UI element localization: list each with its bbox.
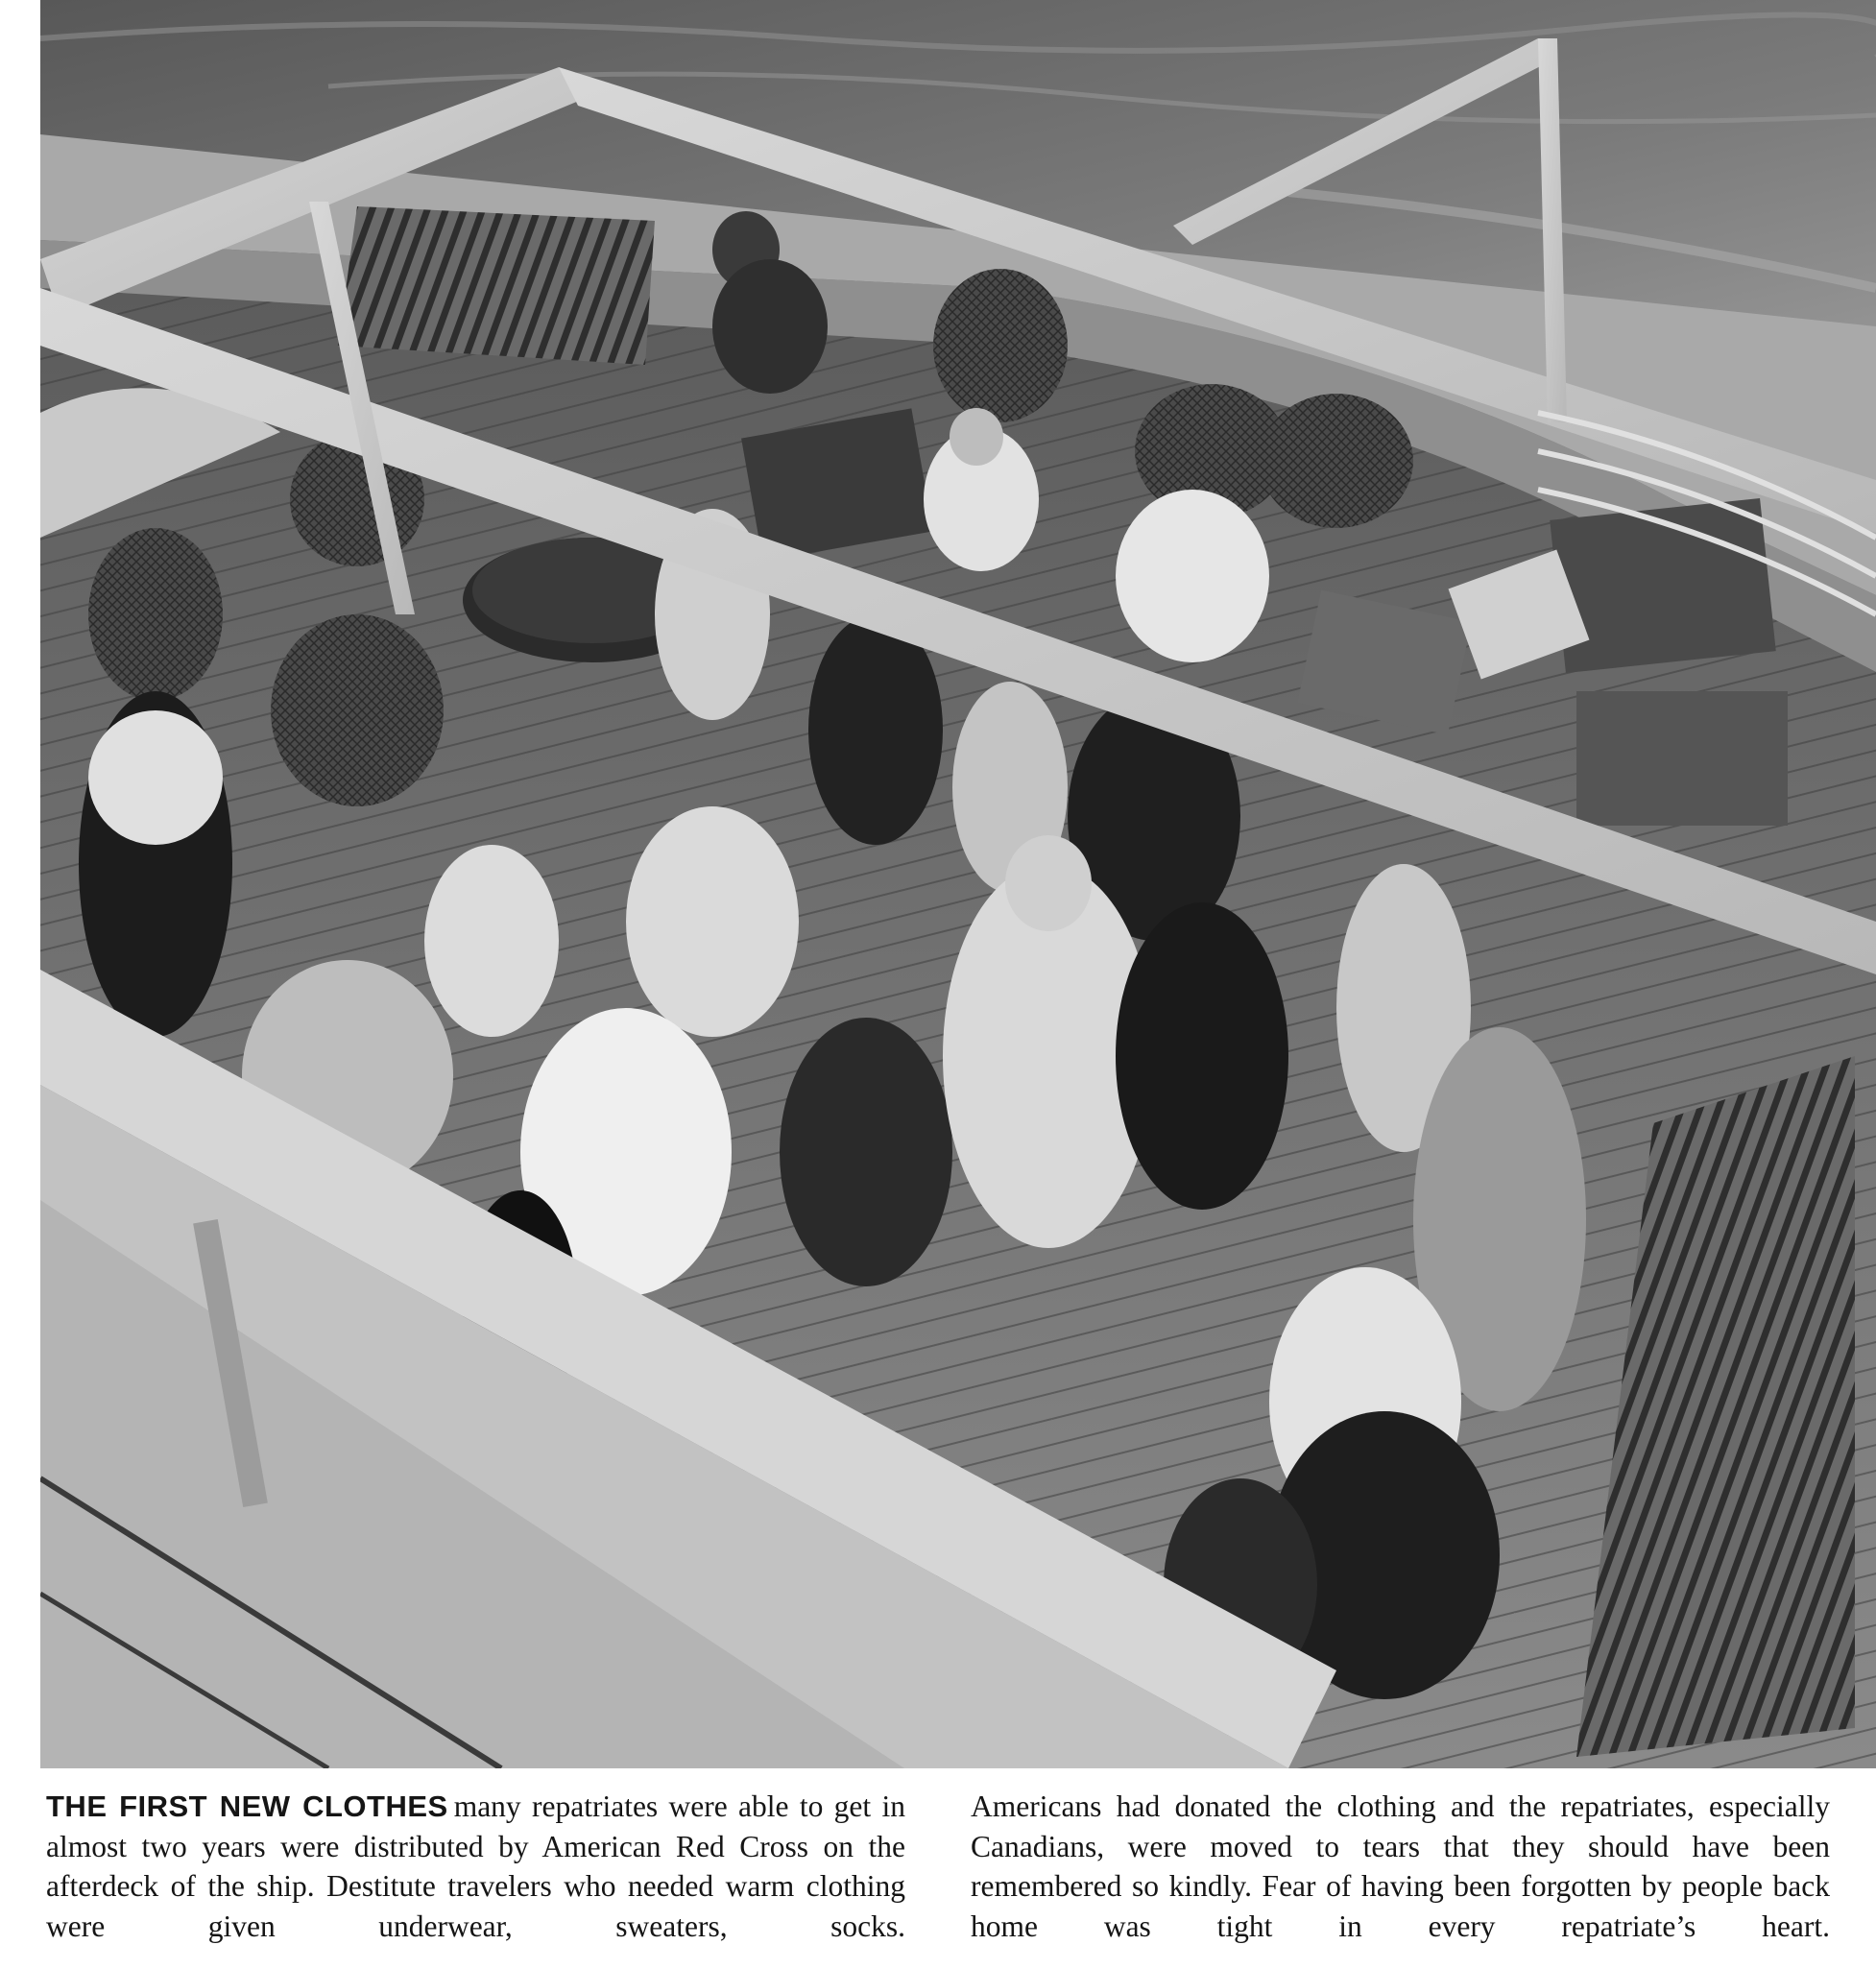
photo-caption [46, 1787, 1830, 1950]
caption-column-right [971, 1787, 1830, 1946]
ship-afterdeck-scene [40, 0, 1876, 1768]
caption-body-right: Americans had donated the clothing and the repatriates, especially Canadians, were moved to tears that they should have been remembered so kindly. Fear of having been forgotten by people back home was tight in every repatriate’s heart. [971, 1789, 1830, 1943]
deck-photograph [40, 0, 1876, 1768]
caption-body-left: many repatriates were able to get in almost two years were distributed by American Red Cross on the afterdeck of the ship. Destitute travelers who needed warm clothing were given underwear, sweaters, socks. [46, 1789, 905, 1943]
caption-headline: THE FIRST NEW CLOTHES [46, 1789, 448, 1823]
caption-column-left [46, 1787, 905, 1946]
bench-top [338, 206, 655, 365]
